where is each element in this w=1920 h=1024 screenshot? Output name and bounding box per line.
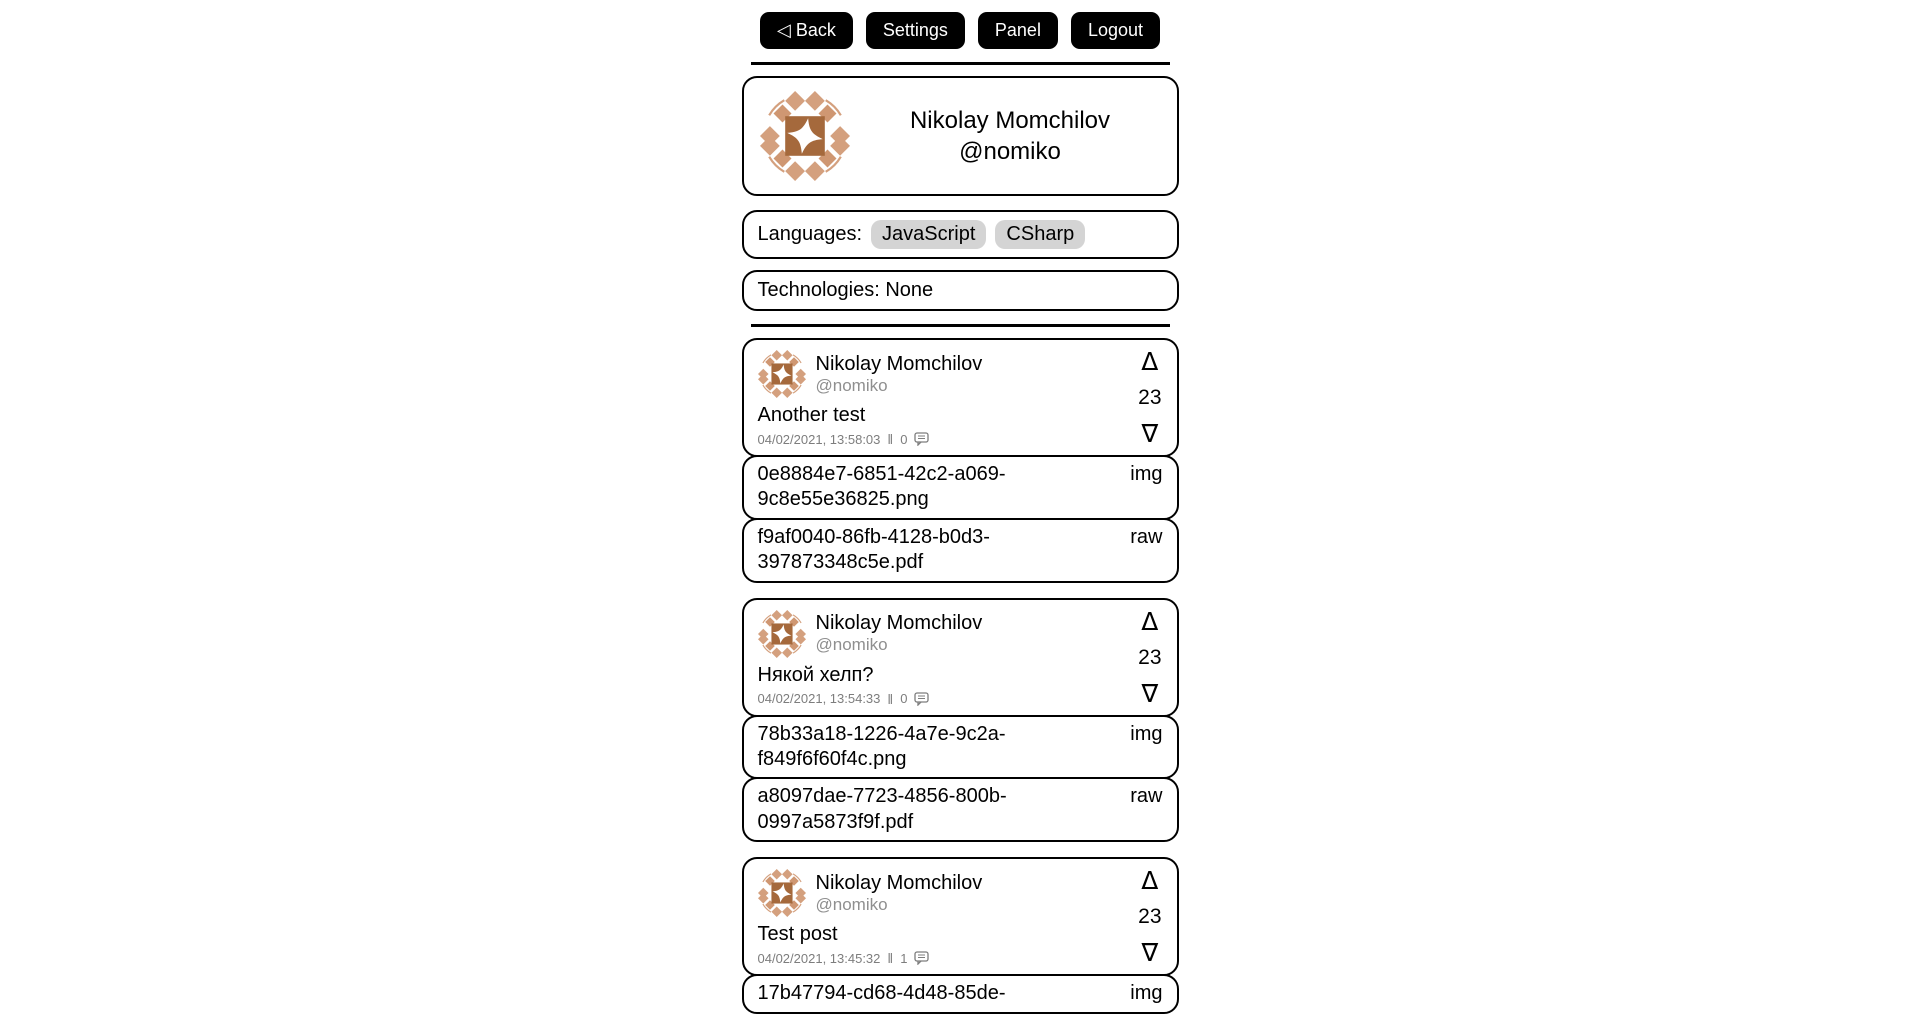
- vote-count: 23: [1138, 645, 1162, 669]
- comment-icon: [914, 951, 929, 965]
- profile-handle: @nomiko: [959, 138, 1061, 165]
- logout-button[interactable]: Logout: [1071, 12, 1160, 49]
- file-row[interactable]: [742, 455, 1179, 520]
- post-author: [816, 871, 983, 915]
- post-header-card[interactable]: [742, 598, 1179, 717]
- post-timestamp: 04/02/2021, 13:58:03: [757, 431, 881, 447]
- file-name[interactable]: f9af0040-86fb-4128-b0d3-397873348c5e.pdf: [757, 525, 990, 574]
- comment-icon: [914, 432, 929, 446]
- profile-names: [860, 105, 1161, 167]
- post-author: [816, 611, 983, 655]
- file-type-label: raw: [1130, 785, 1163, 808]
- file-name[interactable]: 0e8884e7-6851-42c2-a069-9c8e55e36825.png: [757, 463, 1006, 511]
- file-row[interactable]: [742, 715, 1179, 780]
- language-badge: CSharp: [995, 220, 1085, 249]
- post-author-row: [758, 347, 1163, 398]
- back-triangle-icon: ◁: [776, 20, 791, 40]
- upvote-button[interactable]: Δ: [1141, 866, 1159, 896]
- file-type-label: raw: [1130, 525, 1163, 548]
- vote-controls: [1138, 866, 1162, 968]
- comment-count: 0: [900, 691, 908, 707]
- vote-controls: [1138, 606, 1162, 708]
- divider-top: [751, 62, 1170, 65]
- user-avatar-icon: [758, 610, 806, 658]
- post-author-handle: @nomiko: [815, 375, 888, 395]
- vote-count: 23: [1138, 386, 1162, 409]
- downvote-button[interactable]: ∇: [1141, 938, 1159, 968]
- post-author-name: Nikolay Momchilov: [815, 871, 983, 894]
- post-meta: [758, 691, 1163, 707]
- file-type-label: img: [1130, 722, 1163, 745]
- upvote-button[interactable]: Δ: [1141, 347, 1159, 376]
- toolbar: [742, 12, 1179, 49]
- file-type-label: img: [1130, 463, 1163, 485]
- panel-button[interactable]: Panel: [978, 12, 1058, 49]
- file-row[interactable]: [742, 777, 1179, 842]
- technologies-card: [742, 270, 1179, 311]
- post-author-name: Nikolay Momchilov: [815, 612, 983, 635]
- content-column: [742, 12, 1179, 1014]
- post-title[interactable]: Някой хелп?: [757, 663, 874, 686]
- settings-button[interactable]: Settings: [866, 12, 965, 49]
- back-button-label: Back: [795, 20, 836, 40]
- post-title[interactable]: Another test: [757, 404, 866, 426]
- user-avatar-icon: [758, 869, 806, 917]
- language-badge: JavaScript: [871, 220, 986, 249]
- user-avatar-icon: [758, 350, 806, 398]
- file-type-label: img: [1130, 982, 1163, 1005]
- comment-count: 1: [900, 950, 908, 966]
- profile-card: [742, 76, 1179, 196]
- file-name[interactable]: a8097dae-7723-4856-800b-0997a5873f9f.pdf: [757, 785, 1007, 833]
- vote-count: 23: [1138, 905, 1162, 929]
- profile-name: Nikolay Momchilov: [909, 106, 1111, 134]
- upvote-button[interactable]: Δ: [1141, 606, 1159, 636]
- post-author-row: [758, 606, 1163, 658]
- downvote-button[interactable]: ∇: [1141, 419, 1159, 448]
- post-header-card[interactable]: [742, 338, 1179, 457]
- back-button[interactable]: [760, 12, 853, 49]
- languages-label: Languages:: [757, 223, 863, 245]
- file-name[interactable]: 17b47794-cd68-4d48-85de-: [757, 982, 1006, 1005]
- post-author-row: [758, 866, 1163, 917]
- downvote-button[interactable]: ∇: [1141, 678, 1159, 708]
- vote-controls: [1138, 349, 1161, 446]
- technologies-label: Technologies: None: [757, 279, 934, 301]
- post-meta: [758, 950, 1163, 966]
- file-name[interactable]: 78b33a18-1226-4a7e-9c2a-f849f6f60f4c.png: [757, 722, 1006, 770]
- post: [742, 338, 1179, 583]
- comment-count: 0: [900, 431, 908, 447]
- post-author: [816, 352, 983, 396]
- meta-divider: ‖: [887, 950, 894, 967]
- user-avatar-icon: [760, 91, 850, 181]
- post: [742, 857, 1179, 1013]
- post-header-card[interactable]: [742, 857, 1179, 976]
- meta-divider: ‖: [887, 690, 894, 707]
- post-timestamp: 04/02/2021, 13:45:32: [757, 950, 881, 966]
- post-meta: [758, 431, 1163, 447]
- post-author-name: Nikolay Momchilov: [815, 352, 983, 375]
- post-author-handle: @nomiko: [815, 894, 888, 914]
- languages-card: [742, 210, 1179, 259]
- comment-icon: [914, 692, 929, 706]
- post-title[interactable]: Test post: [757, 923, 838, 946]
- divider-posts: [751, 324, 1170, 327]
- file-row[interactable]: [742, 974, 1179, 1013]
- post: [742, 598, 1179, 843]
- post-author-handle: @nomiko: [815, 635, 888, 655]
- file-row[interactable]: [742, 518, 1179, 583]
- post-timestamp: 04/02/2021, 13:54:33: [757, 691, 881, 707]
- meta-divider: ‖: [887, 431, 894, 447]
